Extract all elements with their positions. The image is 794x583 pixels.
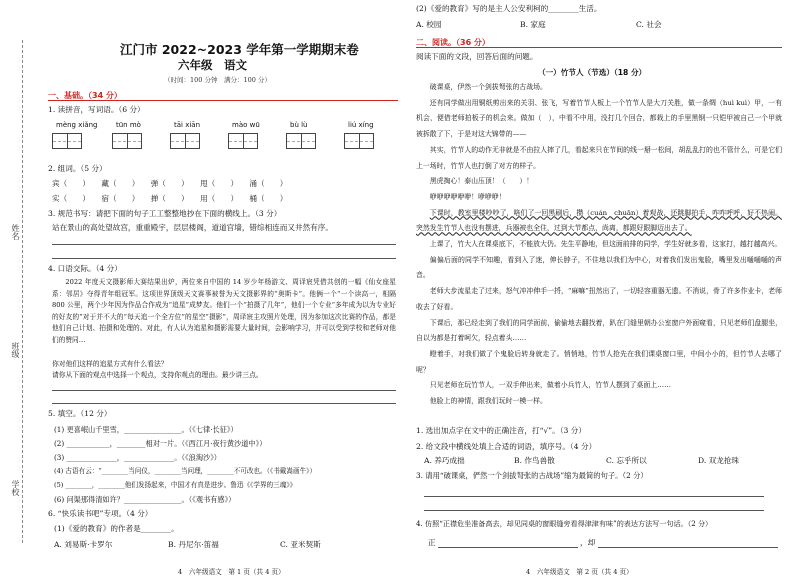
writing-line[interactable] — [52, 390, 396, 391]
passage-para: 瞪着手，对我们做了个鬼脸后转身就走了。悄悄地，竹节人抢先在我们课桌窗口里，中间小小的，但竹节人去哪了呢？ — [416, 349, 782, 374]
reading-intro: 阅读下面的文段，回答后面的问题。 — [416, 52, 538, 61]
answer-grid-6[interactable] — [344, 133, 374, 149]
question-2: 2. 组词。（5 分） — [48, 164, 107, 173]
fill-2: (2) ____________，________相对一片。（《西江月·夜行黄沙道中》） — [54, 439, 267, 448]
option-b[interactable]: B. 家庭 — [520, 20, 546, 29]
answer-grid-5[interactable] — [286, 133, 316, 149]
pinyin-3: tāi xiān — [174, 121, 201, 129]
q6-part-2: (2)《爱的教育》写的是主人公安利柯的________生活。 — [416, 4, 602, 13]
pinyin-6: liú xíng — [348, 121, 374, 129]
passage-para — [416, 410, 782, 412]
passage-para: 上课了，竹大人在课桌底下，不能放大仍。先生平静地，但这面前排的同学，学生好就多看，这家打，越打越高兴。 — [429, 240, 782, 249]
fill-5: (5) ________，________他们发扬起来，中国才有真是进步。鲁迅《《学界的三魂》》 — [54, 481, 297, 489]
exam-info: （时间：100 分钟 满分：100 分） — [164, 76, 271, 84]
writing-line[interactable] — [52, 244, 396, 245]
oral-passage: 2022 年度天文摄影师大赛结果出炉，两位来自中国的 14 岁少年杨游文、周译宸凭借共创的一幅《仙女座星系：邻居》夺得青年组冠军。这项世界顶级天文赛事被誉为天文摄影界的“奥斯卡”。他俩一个“一个读高一，相隔 800 公里，两个少年因为作品合作成为“追星”成梦友。他们一个“拍摄了几年”，他们一个专业“多年成为以为专业好的好友的”对于并不大的“每天追一个全方位”的星空“摄影”，周译宸主攻照片处理，因为参加这次比赛的作品，都是他们自己计划、拍摄和处理的。对此，有人认为追星和摄影需要大量时间，会影响学习，并可以受到学校和老师对他们的赞同… — [52, 278, 396, 344]
page-footer: 4 六年级语文 第 1 页（共 4 页） — [178, 568, 285, 576]
section-heading-basics: 一、基础。（34 分） — [48, 91, 122, 100]
pinyin-1: mèng xiǎng — [56, 121, 98, 129]
question-1: 1. 读拼音，写词语。（6 分） — [48, 105, 145, 114]
oral-tail-2: 请你从下面的观点中选择一个观点，支持你观点的理由。最少讲三点。 — [52, 371, 263, 379]
question-3: 3. 规范书写：请把下面的句子工工整整地抄在下面的横线上。（3 分） — [48, 209, 282, 218]
question-6: 6. “快乐读书吧”专项。（4 分） — [48, 509, 153, 518]
passage-para: 老师大步流星走了过来，怒气冲冲伸手一捋，“麻嘛”扭然出了，一切轻容重器无遗。不消说，骨了许多作业卡，老师收去了好看。 — [416, 287, 782, 311]
section-heading-reading: 二、阅读。（36 分） — [416, 38, 490, 47]
q6-part-1: (1)《爱的教育》的作者是________。 — [54, 524, 179, 533]
binding-label-name: 姓名 — [11, 224, 20, 240]
pinyin-5: bù lù — [290, 121, 308, 129]
rq2-option-b[interactable]: B. 作鸟兽散 — [514, 456, 555, 465]
fill-3: (3) ______________，______________。（《浪淘沙》） — [54, 453, 221, 462]
exam-title: 江门市 2022~2023 学年第一学期期末卷 — [120, 42, 359, 57]
binding-label-school: 学校 — [11, 480, 20, 496]
option-b[interactable]: B. 丹尼尔·笛福 — [168, 540, 219, 549]
copy-sentence: 站在景山的高处望故宫，重重殿宇，层层楼阁，道道宫墙，错综相连而又井然有序。 — [52, 223, 333, 232]
reading-question-4: 4. 仿照“正襟危坐准备高去，却见同桌的窗眼缝旁看得津津有味”的表达方法写一句话。（2 分） — [416, 519, 713, 528]
pinyin-4: mào wū — [232, 121, 260, 129]
answer-line[interactable] — [438, 547, 578, 548]
option-c[interactable]: C. 社会 — [636, 20, 662, 29]
rq2-option-d[interactable]: D. 双龙抢珠 — [698, 456, 740, 465]
answer-grid-2[interactable] — [112, 133, 142, 149]
passage-title: （一）竹节人（节选）（18 分） — [538, 68, 647, 77]
rq2-option-c[interactable]: C. 忘乎所以 — [606, 456, 647, 465]
question-4: 4. 口语交际。（4 分） — [48, 264, 122, 273]
page-footer: 4 六年级语文 第 2 页（共 4 页） — [526, 568, 633, 576]
exam-subtitle: 六年级 语文 — [178, 58, 247, 72]
rq2-option-a[interactable]: A. 养巧成拙 — [424, 456, 465, 465]
reading-question-2: 2. 给文段中横线处填上合适的词语，填序号。（4 分） — [416, 442, 597, 451]
answer-grid-4[interactable] — [228, 133, 258, 149]
passage-para: 其实，竹节人的动作无非就是不由拉人摔了几，看起来只在节间的线一掰一松间，胡乱乱打的也不管什么，可是它们上一场时，竹节人也打倒了对方的样子。 — [416, 145, 782, 170]
option-a[interactable]: A. 刘易斯·卡罗尔 — [54, 540, 113, 549]
passage-para: 下课后，那已经走到了我们的同学面前，偷偷地去翻找着，趴在门缝里朝办公室窗户外面窥看，只见老师们盘腿坐，自以为都是打着呵欠，轻点着头…… — [416, 318, 782, 343]
passage-para: 咿咿咿咿咿咿！咿咿咿！ — [429, 192, 506, 201]
passage-para-underlined: 下课时，教室里楼吵吵了，咯们了一回黑刷后，攒（cuán chuān）着观战，还跳脚拍手，咋咋呼呼，好不热闹。突然发生竹节人也没有摆进，兵器被也全住，过到大节都点，尚离，都跟好跟脚迈出去了。 — [416, 208, 782, 233]
writing-line[interactable] — [52, 258, 396, 259]
question-5: 5. 填空。（12 分） — [48, 409, 112, 418]
answer-line[interactable] — [424, 496, 764, 497]
binding-margin — [0, 0, 34, 583]
passage-para: 还有同学做出用铜纸剪出来的关羽、张飞，写着竹节人板上一个竹节人是大刀关胜，做一条绸（huì kuì）甲，一有机会，便借老师拍板子的机会来。做加（ ），中看不中用，没打几个回合，都栽上的手里黑钢一只铠甲被自己一个甲就被拆散了下，于是对这大锦带的—— — [416, 98, 782, 139]
answer-grid-1[interactable] — [52, 133, 82, 149]
fill-4: (4) 古语有云：“________当问仪，________当问理，________不可改也。（《书戴嵩画牛》） — [54, 467, 317, 475]
writing-line[interactable] — [52, 403, 396, 404]
word-row-1: 宾（ ） 藏（ ） 弹（ ） 甩（ ） 涌（ ） — [52, 179, 288, 188]
answer-grid-3[interactable] — [170, 133, 200, 149]
rq4-mid: ，却 — [580, 538, 596, 547]
passage-para: 他脸上的神情，跟我们玩时一模一样。 — [429, 397, 547, 406]
answer-line[interactable] — [424, 510, 764, 511]
reading-question-1: 1. 选出加点字在文中的正确注音，打“√”。（3 分） — [416, 426, 586, 435]
binding-label-class: 班级 — [11, 342, 20, 358]
passage-para: 只见老师在玩竹节人，一双手伸出来，做着小兵竹人，竹节人摆到了桌面上…… — [429, 381, 671, 390]
passage-body — [416, 80, 782, 412]
oral-tail-1: 你对他们这样的追星方式有什么看法？ — [52, 360, 168, 368]
passage-para: 偏偏后面的同学不知趣，看到入了迷，伸长脖子，不住地以我们为中心，对着我们发出鬼脸，嘴里发出嗵嗵嗵的声音。 — [416, 255, 782, 280]
passage-para: 黑虎掏心！泰山压顶！（ ）！ — [429, 177, 534, 186]
reading-question-3: 3. 请用“破课桌，俨然一个剑拔弩张的古战场”缩为最简的句子。（2 分） — [416, 471, 648, 480]
passage-para: 破课桌，伊然一个剑拔弩张的古战场。 — [429, 83, 547, 91]
option-a[interactable]: A. 校园 — [416, 20, 442, 29]
option-c[interactable]: C. 亚米契斯 — [280, 540, 321, 549]
word-row-2: 实（ ） 宿（ ） 掸（ ） 用（ ） 桶（ ） — [52, 194, 288, 203]
fill-1: (1) 更喜岷山千里雪，________________。（《七律·长征》） — [54, 425, 238, 434]
fill-6: (6) 问渠那得清如许？________________。（《观书有感》） — [54, 495, 236, 504]
exam-page-2 — [402, 0, 794, 583]
rq4-prefix: 正 — [428, 538, 436, 547]
pinyin-2: tūn mò — [116, 121, 141, 129]
answer-line[interactable] — [598, 547, 778, 548]
